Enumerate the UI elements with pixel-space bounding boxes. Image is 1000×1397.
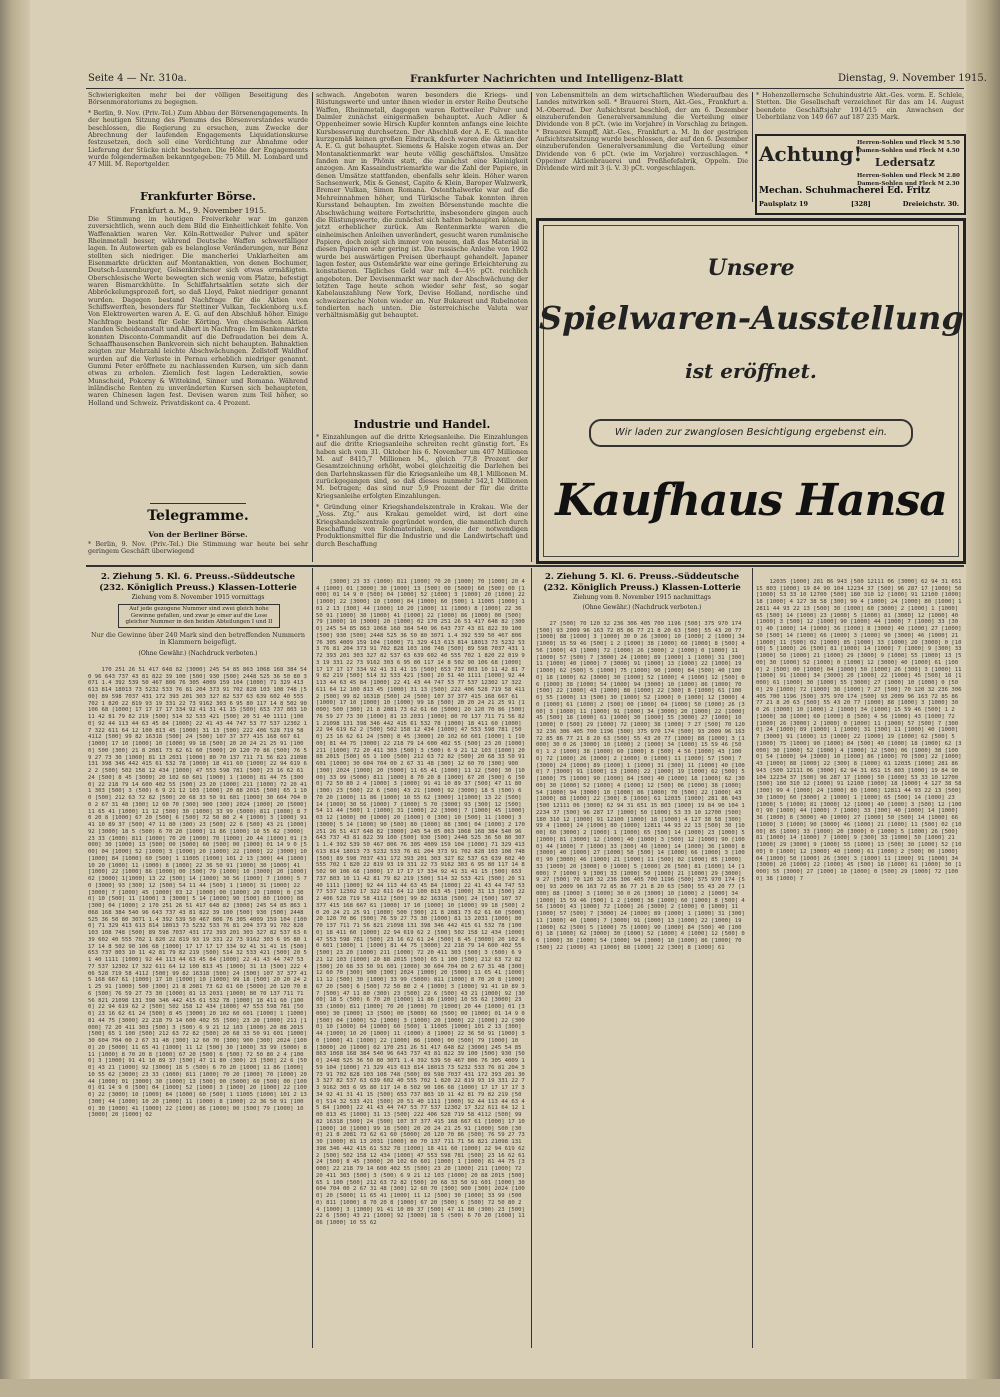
ad-price-line: Damen-Sohlen und Fleck M 4.50	[857, 148, 960, 154]
lottery-numbers-part: 12035 [1000] 281 86 943 [500 12111 06 [3000] 62 94 31 651 15 803 [1000] 19 84 90 104 12234 37 [500] 96 287 17 [1000] 50 [1000] 53 33 10 12700 [500] 180 310 12 [1000] 91 12100 [1000] 18 [1000] 4 127 38 58 [300] 99 4 [1000] 24 [1000] 80 [1000] 12811 44 93 22 13 [500] 30 [1000] 60 [3000] 2 [1000] 1 [1000] 65 [500] 14 [1000] 23 [1000] 5 [1000] 81 [3000] 12 [1000] 40 [1000] 3 [500] 12 [1000] 90 [1000] 44 [1000] 7 [1000] 33 [300] 40 [1000] 14 [1000] 36 [1000] 8 [3000] 40 [1000] 27 [1000] 50 [500] 14 [1000] 66 [1000] 3 [1000] 90 [3000] 46 [1000] 21 [1000] 11 [500] 02 [1000] 85 [1000] 33 [1000] 20 [3000] 0 [1000] 5 [1000] 26 [500] 81 [1000] 14 [1000] 7 [1000] 9 [300] 33 [1000] 50 [1000] 21 [1000] 29 [3000] 9	[756, 761, 965, 848]
article-text: * Berlin, 9. Nov. (Priv.-Tel.) Zum Abbau der Börsenengagements. In der heutigen Sitzung des Plenums des Börsenvorstandes wurde beschlossen, die Regierung zu ersuchen, zum Zwecke der Abrechnung der laufenden Engagements Liquidationskurse festzusetzen, doch soll eine Verdichtung zur Abnahme oder Lieferung der Stücke nicht bestehen. Die Höhe der Engagements wurde folgendermaßen bekanntgegeben: 75 Mill. M. Lombard und 47 Mill. M. Reportgelder.	[88, 109, 308, 169]
lottery-numbers	[756, 572, 965, 1348]
lottery-numbers-part: 170 251 26 51 417 648 82 [3000] 245 54 85 863 1068 168 384 540 96 643 737 43 81 822 39 100 [500] 930 [500] 2448 525 36 50 80 3071 1.4 392 539 50 467 806 76 305 4009 159 104 [1000] 71 329 413 613 814 18013 73 5232 533 76 81 204 373 91 702 828 103 108 748 [500] 89 598 7037 431 172 393 201 303 327 82 537 63 639 602 40 555 702 1 820 22 819 93 19 331 22 73 9162 303 6 95 80 117 14 8 502 90 106 68 [1000] 17 17 17 17 334 92 41 31 41 15 [500] 653 737 803 10 11 42 81 79 82 219 [500] 514 32 533 421 [500] 20 51 40 1111 [1000] 92 44 113 44 63 45 84 [1000] 22 41 43 44 747 53 77 537 12302 17 322 611 64 12 100 813 45 [1000] 31 13 [500] 222 406 528 719 58 4112 [500] 99 82 16318 [500] 24 [500] 107 37 377 415 168 667 61 [1000] 17 10 [1000] 10 [1000] 99 18 [500] 20 20 24 21 25 91 [1000] 500 [300] 21 8 2081 73 62 61 60 [5000] 20 120 70 86 [500] 76 59 27 73 30 [1000] 81 13 2031 [1000] 80 70 137 711 71 56 821 21098 131 398 346 442 415 61 532 78 [1000] 18 411 60 [1000] 22 94 619 62 2 [500] 502 158 12 434 [1000] 47 553 598 781 [500] 23 16 62 61 24 [500] 8 45 [3000] 20 102 60 601 [1000] 1 [1000] 81 44 75 [3000] 22 218 79 14 600 402 55 [500] 23 20 [1000] 211 [1000] 72 20 411 303 [500] 3 (500) 6 9 21 12 103 [1000] 20 88 2015 [500] 65 1 100 [500] 212 63 72 82 [500] 20 68 33 50 91 601 [1000] 30 604 704 00 2 67 31 48 [300] 12 60 70 [300] 900 [300] 2024 [1000] 20 [5000] 11 65 41 [1000] 11 12 [500] 30 [1000] 33 99 (5000) 811 [1000] 8 70 20 8 [1000] 67 20 [500] 6 [500] 72 50 80 2 4 [1000] 3 [1000] 91 41 10 89 37 [500] 47 11 80 (300) 23 [500] 22 6 [500] 43 21 [1000] 92 [3000] 18 5 (500) 6 70 20 [1000] 11 86 [1000] 10 55 62	[88, 903, 311, 1078]
header-rule	[86, 88, 964, 89]
ad-invitation: Wir laden zur zwanglosen Besichtigung ergebenst ein.	[589, 419, 913, 447]
ad-brand: Kaufhaus Hansa	[555, 475, 947, 526]
lottery-numbers-part: 170 251 26 51 417 648 82 [3000] 245 54 85 863 1068 168 384 540 96 643 737 43 81 822 39 100 [500] 930 [500] 2448 525 36 50 80 3071 1.4 392 539 50 467 806 76 305 4009 159 104 [1000] 71 329 413 613 814 18013 73 5232 533 76 81 204 373 91 702 828 103 108 748 [500] 89 598 7037 431 172 393 201 303 327 82 537 63 639 602 40 555 702 1 820 22 819 93 19 331 22 73 9162 303 6 95 80 117 14 8 502 90 106 68 [1000] 17 17 17 17 334 92 41 31 41 15 [500] 653 737 803 10 11 42 81 79 82 219 [500] 514 32 533 421 [500] 20 51 40 1111 [1000] 92 44 113 44 63 45 84 [1000] 22 41 43 44 747 53 77 537 12302 17 322 611 64 12 100 813 45 [1000] 31 13 [500] 222 406 528 719 58 4112 [500] 99 82 16318 [500] 24 [500] 107 37 377 415 168 667 61 [1000] 17 10 [1000] 10 [1000] 99 18 [500] 20 20 24 21 25 91 [1000] 500 [300] 21 8 2081 73 62 61 60 [5000] 20 120 70 86 [500] 76 59 27 73 30 [1000] 81 13 2031 [1000] 80 70 137 711 71 56 821 21098 131 398 346 442 415 61 532 78 [1000] 18 411 60 [1000] 22 94 619 62 2 [500] 502 158 12 434 [1000] 47 553 598 781 [500] 23 16 62 61 24 [500] 8 45 [3000] 20 102 60 601 [1000] 1 [1000] 81 44 75 [3000] 22 218 79 14 600 402 55 [500] 23 20 [1000] 211 [1000] 72 20 411 303 [500] 3 (500) 6 9 21 12 103 [1000] 20 88 2015 [500] 65 1 100 [500] 212 63 72 82 [500] 20 68 33 50 91 601 [1000] 30 604 704 00 2 67 31 48 [300] 12 60 70 [300] 900 [300] 2024 [1000] 20 [5000] 11 65 41 [1000] 11 12 [500] 30 [1000] 33 99 (5000) 811 [1000] 8 70 20 8 [1000] 67 20 [500] 6 [500] 72 50 80 2 4 [1000] 3 [1000] 91 41 10 89 37 [500] 47 11 80 (300) 23 [500] 22 6 [500] 43 21 [1000] 92 [3000] 18 5 (500) 6 70 20 [1000] 11 86 [1000] 10 55 62	[316, 821, 529, 1004]
ad-price-line: Herren-Sohlen und Fleck M 2.80	[857, 173, 960, 179]
ad-text-unsere: Unsere	[707, 255, 795, 281]
article-text: * Einzahlungen auf die dritte Kriegsanleihe. Die Einzahlungen auf die dritte Kriegsanleihe schreiten recht günstig fort. Es haben sich vom 31. Oktober bis 6. November um 407 Millionen M. auf 8415,7 Millionen M., gleich 77,8 Prozent der Gesamtzeichnung erhöht, wobei gleichzeitig die Darlehen bei den Darlehnskassen für die Kriegsanleihe um 48,1 Millionen M. zurückgegangen sind, so daß dieses nunmehr 542,1 Millionen M. betragen; das sind nur 5,9 Prozent der für die dritte Kriegsanleihe erfolgten Einzahlungen.	[316, 433, 528, 500]
column-rule	[752, 92, 753, 202]
ad-company: Mechan. Schuhmacherei Ed. Fritz	[759, 186, 931, 196]
page-right-edge	[966, 0, 1000, 1397]
lottery-numbers-part: [1000] 55 [1000] 13 [500] 30 [1000] 52 [1000] 0 [1000] 12 [3000] 40 [1000] 61 [1000] 2 [500] 00 [1000] 04 [1000] 50 [1000] 26 [300] 3 [1000] 11 [1000] 91 [1000] 34 [3000] 20 [1000] 22 [1000] 45 [500] 18 [1000] 61 [1000] 30 [1000] 55 [3000] 27 [1000] 10 [1000] 0 [500] 29 [1000] 72 [1000] 38 [1000] 7	[756, 653, 965, 693]
divider	[150, 503, 246, 504]
article-text: * Hohenzollernsche Schuhindustrie Akt.-Ges. vorm. E. Schlele, Stetten. Die Gesellschaft verzeichnet für das am 14. August beendete Geschäftsjahr 1914/15 ein Anwachsen der Ueberbilanz von 149 667 auf 187 235 Mark.	[756, 91, 964, 122]
lottery-date: Ziehung vom 8. November 1915 nachmittags	[573, 594, 711, 601]
lottery-numbers-part: [3000] 23 33 (1000) 811 [1000] 70 20 [1000] 70 [1000] 20 44 [1000] 01 [3000] 30 [1000] 13 [500] 00 [5000] 60 [500] 00 [1000] 01 14 9 0 [500] 04 [1000] 52 [1000] 3 [1000] 20 [1000] 22 [1000] 22 [3000] 10 [1000] 84 [1000] 60 [500] 1 11005 [1000] 101 2 13 [300] 44 [1000] 10 20 [1000] 11 (1000) 8 [1000] 22 36 50 91 [1000] 30 [1000] 41 [1000] 22 [1000] 86 [1000] 00 [500] 79 [1000] 10 [3000] 20 [1000] 02	[316, 997, 529, 1051]
lottery-numbers-part: [3000] 1[1000] 13 22 [500] 14 [1000] 30 56 [1000] 7 [1000] 5 70 [3000] 93 [300] 12 [500] 54 11 44 [500] 1 [1000] 31 [1000] 22 [3000] 7 [1000] 45 [1000] 03 12 [1000] 00 [1000] 20 [1000] 0 [300] 10 [500] 11 [1000] 3 [3000] 5 14 [1000] 90 [500] 80 [1000] 88 [300] 04 [1000] 2	[88, 876, 307, 909]
lottery-numbers-part: 170 251 26 51 417 648 82 [3000] 245 54 85 863 1068 168 384 540 96 643 737 43 81 822 39 100 [500] 930 [500] 2448 525 36 50 80 3071 1.4 392 539 50 467 806 76 305 4009 159 104 [1000] 71 329 413 613 814 18013 73 5232 533 76 81 204 373 91 702 828 103 108 748 [500] 89 598 7037 431 172 393 201 303 327 82 537 63 639 602 40 555 702 1 820 22 819 93 19 331 22 73 9162 303 6 95 80 117 14 8 502 90 106 68 [1000] 17 17 17 17 334 92 41 31 41 15 [500] 653 737 803 10 11 42 81 79 82 219 [500] 514 32 533 421 [500] 20 51 40 1111 [1000] 92 44 113 44 63 45 84 [1000] 22 41 43 44 747 53 77 537 12302 17 322 611 64 12 100 813 45 [1000] 31 13 [500] 222 406 528 719 58 4112 [500] 99 82 16318 [500] 24 [500] 107 37 377 415 168 667 61 [1000] 17 10 [1000] 10 [1000] 99 18 [500] 20 20 24 21 25 91 [1000] 500 [300] 21 8 2081 73 62 61 60 [5000] 20 120 70 86 [500] 76 59 27 73 30 [1000] 81 13 2031 [1000] 80 70 137 711 71 56 821 21098 131 398 346 442 415 61 532 78 [1000] 18 411 60 [1000] 22 94 619 62 2 [500] 502 158 12 434 [1000] 47 553 598 781 [500] 23 16 62 61 24 [500] 8 45 [3000] 20 102 60 601 [1000] 1 [1000] 81 44 75 [3000] 22 218 79 14 600 402 55 [500] 23 20 [1000] 211 [1000] 72 20 411 303 [500] 3 (500) 6 9 21 12 103 [1000] 20 88 2015 [500] 65 1 100 [500] 212 63 72 82 [500] 20 68 33 50 91 601 [1000] 30 604 704 00 2 67 31 48 [300] 12 60 70 [300] 900 [300] 2024 [1000] 20 [5000] 11 65 41 [1000] 11 12 [500] 30 [1000] 33 99 (5000) 811 [1000] 8 70 20 8 [1000] 67 20 [500] 6 [500] 72 50 80 2 4 [1000] 3 [1000] 91 41 10 89 37 [500] 47 11 80 (300) 23 [500] 22 6 [500] 43 21 [1000] 92 [3000] 18 5 (500) 6 70 20 [1000] 11 86 [1000] 10 55 62	[316, 1044, 529, 1226]
article-brauereien	[536, 92, 748, 202]
ad-headline: Spielwaren-Ausstellung	[539, 299, 964, 337]
lottery-numbers-part: 27 [500] 70 120 32 236 306 405 700 1196 [500] 375 970 174 [500] 93 2009 96 163 72 85 86 77 21 8 20 63 [500] 55 43 20 77 [1000] 88 [1000] 3 [1000] 30 0 26 [3000] 10 [1000] 2 [1000] 34 [1000] 15 59 46 [500] 1 2 [1000] 38 [1000] 60 [1000] 8 [500] 4 56 [1000] 43 [1000] 72 [1000] 26 [3000] 2 [1000] 0 [1000] 11 [1000] 57 [500] 7 [3000] 24 [1000] 89 [1000] 1 [1000] 31 [300] 11 [1000] 40 [1000] 7 [3000] 91 [1000] 13 [1000] 22 [1000] 19 [1000] 62 [500] 5 [1000] 75 [1000] 90 [1000] 84 [500] 40 [1000] 18 [1000] 62 [3000] 30 [1000] 52 [1000] 4 [1000] 12 [500] 06 [1000] 38 [1000] 54 [1000] 94 [3000] 10 [1000] 86 [1000] 70 [500] 22 [1000] 43 [1000] 88 [1000] 22 [300] 8 [1000] 61	[536, 877, 749, 951]
page-left-edge	[0, 0, 30, 1397]
article-telegramme	[88, 541, 308, 561]
article-continued	[316, 92, 528, 408]
article-krakau	[316, 504, 528, 562]
lottery-numbers-part: 170 251 26 51 417 648 82 [3000] 245 54 85 863 1068 168 384 540 96 643 737 43 81 822 39 100 [500] 930 [500] 2448 525 36 50 80 3071 1.4 392 539 50 467 806 76 305 4009 159 104 [1000] 71 329 413 613 814 18013 73 5232 533 76 81 204 373 91 702 828 103 108 748 [500] 89 598 7037 431 172 393 201 303 327 82 537 63 639 602 40 555 702 1 820 22 819 93 19 331 22 73 9162 303 6 95 80 117 14 8 502 90 106 68 [1000] 17 17 17 17 334 92 41 31 41 15 [500] 653 737 803 10 11 42 81 79 82 219 [500] 514 32 533 421 [500] 20 51 40 1111 [1000] 92 44 113 44 63 45 84 [1000] 22 41 43 44 747 53 77 537 12302 17 322 611 64 12 100 813 45 [1000] 31 13 [500] 222 406 528 719 58 4112 [500] 99 82 16318 [500] 24 [500] 107 37 377 415 168 667 61 [1000] 17 10 [1000] 10 [1000] 99 18 [500] 20 20 24 21 25 91 [1000] 500 [300] 21 8 2081 73 62 61 60 [5000] 20 120 70 86 [500] 76 59 27 73 30 [1000] 81 13 2031 [1000] 80 70 137 711 71 56 821 21098 131 398 346 442 415 61 532 78 [1000] 18 411 60 [1000] 22 94 619 62 2 [500] 502 158 12 434 [1000] 47 553 598 781 [500] 23 16 62 61 24 [500] 8 45 [3000] 20 102 60 601 [1000] 1 [1000] 81 44 75 [3000] 22 218 79 14 600 402 55 [500] 23 20 [1000] 211 [1000] 72 20 411 303 [500] 3 (500) 6 9 21 12 103 [1000] 20 88 2015 [500] 65 1 100 [500] 212 63 72 82 [500] 20 68 33 50 91 601 [1000] 30 604 704 00 2 67 31 48 [300] 12 60 70 [300] 900 [300] 2024 [1000] 20 [5000] 11 65 41 [1000] 11 12 [500] 30 [1000] 33 99 (5000) 811 [1000] 8 70 20 8 [1000] 67 20 [500] 6 [500] 72 50 80 2 4 [1000] 3 [1000] 91 41 10 89 37 [500] 47 11 80 (300) 23 [500] 22 6 [500] 43 21 [1000] 92 [3000] 18 5 (500) 6 70 20 [1000] 11 86 [1000] 10 55 62	[316, 619, 529, 801]
lottery-subtitle: (232. Königlich Preuss.) Klassen-Lotterie	[543, 583, 741, 593]
lottery-numbers-part: [3000] 23 33 (1000) 811 [1000] 70 20 [1000] 70 [1000] 20 44 [1000] 01 [3000] 30 [1000] 13 [500] 00 [5000] 60 [500] 00 [1000] 01 14 9 0 [500] 04 [1000] 52 [1000] 3 [1000] 20 [1000] 22 [1000] 22 [3000] 10 [1000] 84 [1000] 60 [500] 1 11005 [1000] 101 2 13 [300] 44 [1000] 10 20 [1000] 11 (1000) 8 [1000] 22 36 50 91 [1000] 30 [1000] 41 [1000] 22 [1000] 86 [1000] 00 [500] 79 [1000] 10 [3000] 20 [1000] 02	[88, 828, 311, 882]
advertisement-schuhmacherei	[755, 134, 966, 215]
column-rule	[312, 92, 313, 562]
column-rule	[752, 568, 753, 1348]
section-heading: Industrie und Handel.	[353, 418, 491, 431]
lottery-note-text: Nur die Gewinne über 240 Mark sind den betreffenden Nummern in Klammern beigefügt.	[91, 631, 305, 647]
article-text: * Gründung einer Kriegshandelszentrale in Krakau. Wie der „Voss. Ztg.“ aus Krakau gemeldet wird, ist dort eine Kriegshandelszentrale gegründet worden, die namentlich durch Beschaffung von Rohmaterialien, sowie der notwendigen Produktionsmittel für die Industrie und die Landwirtschaft und durch Beschaffung	[316, 503, 528, 548]
article-schuhindustrie	[756, 92, 964, 128]
article-text: Die Stimmung im heutigen Freiverkehr war im ganzen zuversichtlich, wenn auch dem Bild die Einheitlichkeit fehlte. Von Waffenaktien waren Ver. Köln-Rottweiler Pulver und später Rheinmetall besser, während Deutsche Waffen schwerfälliger lagen. In Autowerten gab es belanglose Veränderungen, nur Benz stellten sich niedriger. Die mancherlei Unklarheiten am Eisenmarkte drückten auf Montanaktien, von denen Bochumer, Deutsch-Luxemburger, Gelsenkirchener sich etwas ermäßigten. Oberschlesische Werte bewegten sich wenig vom Platze, befestigt waren Bismarckhütte. In Schiffahrtsaktien setzte sich der Abbröckelungsprozeß fort, so daß Lloyd, Paket niedriger genannt wurden. Dagegen bestand Nachfrage für die Aktien von Schiffswerften, besonders für Stettiner Vulkan, Tecklenborg u.s.f. Von Elektrowerten waren A. E. G. auf den Abschluß höher. Einige Nachfrage bestand für Gebr. Körting. Von chemischen Aktien standen Scheideanstalt und Albert in Nachfrage. Im Bankenmarkte konnten Disconto-Commandit auf die Defraudation bei dem A. Schaaffhausenschen Bankverein sich nicht behaupten. Bahnaktien zeigten zur Mehrzahl leichte Abschwächungen. Zellstoff Waldhof wurden auf die Verluste in Pernau erheblich niedriger genannt. Gummi Peter eröffnete zu nachlassenden Kursen, um sich dann etwas zu erholen. Ziemlich fest lagen Lederaktien, sowie Munscheid, Pokorny & Wittekind, Sinner und Romana. Während inländische Renten zu unveränderten Kursen sich behaupteten, waren Chinesen lagen fest. Devisen waren zum Teil höher, so Holland und Schweiz. Privatdiskont ca. 4 Prozent.	[88, 215, 308, 407]
ad-price-line: Damen-Sohlen und Fleck M 2.30	[857, 181, 960, 187]
article-text: * Berlin, 9. Nov. (Priv.-Tel.) Die Stimmung war heute bei sehr geringem Geschäft überwiegend	[88, 540, 308, 556]
lottery-title: 2. Ziehung 5. Kl. 6. Preuss.-Süddeutsche	[100, 572, 296, 582]
lottery-date: Ziehung vom 8. November 1915 vormittags	[131, 594, 265, 601]
lottery-numbers-part: 12035 [1000] 281 86 943 [500 12111 06 [3000] 62 94 31 651 15 803 [1000] 19 84 90 104 12234 37 [500] 96 287 17 [1000] 50 [1000] 53 33 10 12700 [500] 180 310 12 [1000] 91 12100 [1000] 18 [1000] 4 127 38 58 [300] 99 4 [1000] 24 [1000] 80 [1000] 12811 44 93 22 13 [500] 30 [1000] 60 [3000] 2 [1000] 1 [1000] 65 [500] 14 [1000] 23 [1000] 5 [1000] 81 [3000] 12 [1000] 40 [1000] 3 [500] 12 [1000] 90 [1000] 44 [1000] 7 [1000] 33 [300] 40 [1000] 14 [1000] 36 [1000] 8 [3000] 40 [1000] 27 [1000] 50 [500] 14 [1000] 66 [1000] 3 [1000] 90 [3000] 46 [1000] 21 [1000] 11 [500] 02 [1000] 85 [1000] 33 [1000] 20 [3000] 0 [1000] 5 [1000] 26 [500] 81 [1000] 14 [1000] 7 [1000] 9 [300] 33 [1000] 50 [1000] 21 [1000] 29 [3000] 9	[536, 796, 749, 884]
lottery-numbers	[88, 660, 311, 1348]
lottery-subtitle: (232. Königlich Preuss.) Klassen-Lotterie	[99, 583, 297, 593]
article-frankfurter-boerse	[88, 216, 308, 500]
article-berlin-boerse	[88, 110, 308, 195]
column-rule	[312, 568, 313, 1348]
lottery-note	[88, 632, 308, 648]
page-number: Seite 4 — Nr. 310a.	[88, 73, 187, 84]
lottery-numbers-part: [3000] 1[1000] 13 22 [500] 14 [1000] 30 56 [1000] 7 [1000] 5 70 [3000] 93 [300] 12 [500] 54 11 44 [500] 1 [1000] 31 [1000] 22 [3000] 7 [1000] 45 [1000] 03 12 [1000] 00 [1000] 20 [1000] 0 [300] 10 [500] 11 [1000] 3 [3000] 5 14 [1000] 90 [500] 80 [1000] 88 [300] 04 [1000] 2	[316, 794, 529, 828]
lottery-numbers-part: 27 [500] 70 120 32 236 306 405 700 1196 [500] 375 970 174 [500] 93 2009 96 163 72 85 86 77 21 8 20 63 [500] 55 43 20 77 [1000] 88 [1000] 3 [1000] 30 0 26 [3000] 10 [1000] 2 [1000] 34 [1000] 15 59 46 [500] 1 2 [1000] 38 [1000] 60 [1000] 8 [500] 4 56 [1000] 43 [1000] 72 [1000] 26 [3000] 2 [1000] 0 [1000] 11 [1000] 57 [500] 7 [3000] 24 [1000] 89 [1000] 1 [1000] 31 [300] 11 [1000] 40 [1000] 7 [3000] 91 [1000] 13 [1000] 22 [1000] 19 [1000] 62 [500] 5 [1000] 75 [1000] 90 [1000] 84 [500] 40 [1000] 18 [1000] 62 [3000] 30 [1000] 52 [1000] 4 [1000] 12 [500] 06 [1000] 38 [1000] 54 [1000] 94 [3000] 10 [1000] 86 [1000] 70 [500] 22 [1000] 43 [1000] 88 [1000] 22 [300] 8 [1000] 61	[536, 722, 749, 803]
article-kriegsanleihe	[316, 434, 528, 506]
ad-subheadline: Ledersatz	[875, 156, 935, 169]
column-rule	[531, 92, 532, 562]
column-rule	[531, 568, 532, 1348]
ad-price-line: Herren-Sohlen und Fleck M 5.50	[857, 140, 960, 146]
article-text: schwach. Angeboten waren besonders die Kriegs- und Rüstungswerte und unter ihnen wieder in erster Reihe Deutsche Waffen, Rheinmetall, dagegen waren Rottweiler Pulver und Daimler zunächst einigermaßen behauptet. Auch Adler & Oppenheimer sowie Hirsch Kupfer konnten anfangs eine leichte Kursbesserung durchsetzen. Der Abschluß der A. E. G. machte kurzgemäß keinen großen Eindruck, doch waren die Aktien der A. E. G. gut behauptet. Siemens & Halske zogen etwas an. Der Montanaktienmarkt war heute völlig geschäftslos. Umsätze fanden nur in Phönix statt, die zunächst eine Kleinigkeit anzogen. Am Kassaindustriemarkte war die Zahl der Papiere, in denen Umsätze stattfanden, ebenfalls sehr klein. Höher waren Sachsenwerk, Mix & Genest, Capito & Klein, Baroper Walzwerk, Bremer Vulkan, Simon Romana. Ostenthalwerke war auf die Mehreinnahmen höher, und Türkische Tabak konnten ihren Kursstand behaupten. Im zweiten Börsenstunde machte die Abschwächung weitere Fortschritte, insbesondere gingen auch die Rüstungswerte, die zunächst sich halten behaupten können, jetzt erheblicher zurück. Am Rentenmarkte waren die einheimischen Anleihen unverändert, gesucht waren rumänische Papiere, doch zeigt sich immer von neuem, daß das Material in diesen Papieren sehr gering ist. Die russische Anleihe von 1902 wurde bei auswärtigen Preisen überhaupt gehandelt. Japaner lagen fester, aus Ostemärkte war eine geringe Erleichterung zu konstatieren. Tägliches Geld war mit 4—4½ pCt. reichlich angeboten. Der Devisenmarkt war nach der Abschwächung der letzten Tage heute schon wieder sehr fest, so sogar Kabelauszahlung New York, Devise Holland, nordische und schweizerische Noten wieder an. Nur Bukarest und Rubelnoten tendierten nach unten. Die österreichische Valuta war verhältnismäßig gut behauptet.	[316, 91, 528, 320]
section-rule	[86, 565, 964, 567]
section-heading: Telegramme.	[147, 508, 249, 524]
section-heading: Frankfurter Börse.	[140, 190, 256, 203]
lottery-numbers-part: 170 251 26 51 417 648 82 [3000] 245 54 85 863 1068 168 384 540 96 643 737 43 81 822 39 100 [500] 930 [500] 2448 525 36 50 80 3071 1.4 392 539 50 467 806 76 305 4009 159 104 [1000] 71 329 413 613 814 18013 73 5232 533 76 81 204 373 91 702 828 103 108 748 [500] 89 598 7037 431 172 393 201 303 327 82 537 63 639 602 40 555 702 1 820 22 819 93 19 331 22 73 9162 303 6 95 80 117 14 8 502 90 106 68 [1000] 17 17 17 17 334 92 41 31 41 15 [500] 653 737 803 10 11 42 81 79 82 219 [500] 514 32 533 421 [500] 20 51 40 1111 [1000] 92 44 113 44 63 45 84 [1000] 22 41 43 44 747 53 77 537 12302 17 322 611 64 12 100 813 45 [1000] 31 13 [500] 222 406 528 719 58 4112 [500] 99 82 16318 [500] 24 [500] 107 37 377 415 168 667 61 [1000] 17 10 [1000] 10 [1000] 99 18 [500] 20 20 24 21 25 91 [1000] 500 [300] 21 8 2081 73 62 61 60 [5000] 20 120 70 86 [500] 76 59 27 73 30 [1000] 81 13 2031 [1000] 80 70 137 711 71 56 821 21098 131 398 346 442 415 61 532 78 [1000] 18 411 60 [1000] 22 94 619 62 2 [500] 502 158 12 434 [1000] 47 553 598 781 [500] 23 16 62 61 24 [500] 8 45 [3000] 20 102 60 601 [1000] 1 [1000] 81 44 75 [3000] 22 218 79 14 600 402 55 [500] 23 20 [1000] 211 [1000] 72 20 411 303 [500] 3 (500) 6 9 21 12 103 [1000] 20 88 2015 [500] 65 1 100 [500] 212 63 72 82 [500] 20 68 33 50 91 601 [1000] 30 604 704 00 2 67 31 48 [300] 12 60 70 [300] 900 [300] 2024 [1000] 20 [5000] 11 65 41 [1000] 11 12 [500] 30 [1000] 33 99 (5000) 811 [1000] 8 70 20 8 [1000] 67 20 [500] 6 [500] 72 50 80 2 4 [1000] 3 [1000] 91 41 10 89 37 [500] 47 11 80 (300) 23 [500] 22 6 [500] 43 21 [1000] 92 [3000] 18 5 (500) 6 70 20 [1000] 11 86 [1000] 10 55 62	[88, 666, 311, 835]
subheading: Von der Berliner Börse.	[148, 530, 248, 539]
lottery-numbers-part: 27 [500] 70 120 32 236 306 405 700 1196 [500] 375 970 174 [500] 93 2009 96 163 72 85 86 77 21 8 20 63 [500] 55 43 20 77 [1000] 88 [1000] 3 [1000] 30 0 26 [3000] 10 [1000] 2 [1000] 34 [1000] 15 59 46 [500] 1 2 [1000] 38 [1000] 60 [1000] 8 [500] 4 56 [1000] 43 [1000] 72 [1000] 26 [3000] 2 [1000] 0 [1000] 11 [1000] 57 [500] 7 [3000] 24 [1000] 89 [1000] 1 [1000] 31 [300] 11 [1000] 40 [1000] 7 [3000] 91 [1000] 13 [1000] 22 [1000] 19 [1000] 62 [500] 5 [1000] 75 [1000] 90 [1000] 84 [500] 40 [1000] 18 [1000] 62 [3000] 30 [1000] 52 [1000] 4 [1000] 12 [500] 06 [1000] 38 [1000] 54 [1000] 94 [3000] 10 [1000] 86 [1000] 70 [500] 22 [1000] 43 [1000] 88 [1000] 22 [300] 8 [1000] 61	[536, 620, 749, 695]
lottery-numbers-part: 27 [500] 70 120 32 236 306 405 700 1196 [500] 375 970 174 [500] 93 2009 96 163 72 85 86 77 21 8 20 63 [500] 55 43 20 77 [1000] 88 [1000] 3 [1000] 30 0 26 [3000] 10 [1000] 2 [1000] 34 [1000] 15 59 46 [500] 1 2 [1000] 38 [1000] 60 [1000] 8 [500] 4 56 [1000] 43 [1000] 72 [1000] 26 [3000] 2 [1000] 0 [1000] 11 [1000] 57 [500] 7 [3000] 24 [1000] 89 [1000] 1 [1000] 31 [300] 11 [1000] 40 [1000] 7 [3000] 91 [1000] 13 [1000] 22 [1000] 19 [1000] 62 [500] 5 [1000] 75 [1000] 90 [1000] 84 [500] 40 [1000] 18 [1000] 62 [3000] 30 [1000] 52 [1000] 4 [1000] 12 [500] 06 [1000] 38 [1000] 54 [1000] 94 [3000] 10 [1000] 86 [1000] 70 [500] 22 [1000] 43 [1000] 88 [1000] 22 [300] 8 [1000] 61	[756, 686, 965, 767]
lottery-numbers	[316, 572, 528, 1348]
lottery-title: 2. Ziehung 5. Kl. 6. Preuss.-Süddeutsche	[544, 572, 740, 582]
newspaper-title: Frankfurter Nachrichten und Intelligenz-Blatt	[410, 73, 684, 85]
lottery-disclaimer: (Ohne Gewähr.) (Nachdruck verboten.)	[138, 650, 258, 657]
article-text: Schwierigkeiten mehr bei der völligen Beseitigung des Börsenmoratoriums zu begegnen.	[88, 91, 308, 107]
lottery-numbers-part: [1000] 55 [1000] 13 [500] 30 [1000] 52 [1000] 0 [1000] 12 [3000] 40 [1000] 61 [1000] 2 [500] 00 [1000] 04 [1000] 50 [1000] 26 [300] 3 [1000] 11 [1000] 91 [1000] 34 [3000] 20 [1000] 22 [1000] 45 [500] 18 [1000] 61 [1000] 30 [1000] 55 [3000] 27 [1000] 10 [1000] 0 [500] 29 [1000] 72 [1000] 38 [1000] 7	[536, 688, 749, 728]
lottery-disclaimer: (Ohne Gewähr.) (Nachdruck verboten.)	[582, 604, 702, 611]
lottery-numbers-part: [3000] 23 33 (1000) 811 [1000] 70 20 [1000] 70 [1000] 20 44 [1000] 01 [3000] 30 [1000] 13 [500] 00 [5000] 60 [500] 00 [1000] 01 14 9 0 [500] 04 [1000] 52 [1000] 3 [1000] 20 [1000] 22 [1000] 22 [3000] 10 [1000] 84 [1000] 60 [500] 1 11005 [1000] 101 2 13 [300] 44 [1000] 10 20 [1000] 11 (1000) 8 [1000] 22 36 50 91 [1000] 30 [1000] 41 [1000] 22 [1000] 86 [1000] 00 [500] 79 [1000] 10 [3000] 20 [1000] 02	[316, 578, 529, 626]
lottery-numbers-part: [1000] 55 [1000] 13 [500] 30 [1000] 52 [1000] 0 [1000] 12 [3000] 40 [1000] 61 [1000] 2 [500] 00 [1000] 04 [1000] 50 [1000] 26 [300] 3 [1000] 11 [1000] 91 [1000] 34 [3000] 20 [1000] 22 [1000] 45 [500] 18 [1000] 61 [1000] 30 [1000] 55 [3000] 27 [1000] 10 [1000] 0 [500] 29 [1000] 72 [1000] 38 [1000] 7	[756, 842, 962, 882]
issue-date: Dienstag, 9. November 1915.	[838, 73, 987, 84]
lottery-numbers	[536, 614, 748, 1348]
lottery-numbers-part: [3000] 23 33 (1000) 811 [1000] 70 20 [1000] 70 [1000] 20 44 [1000] 01 [3000] 30 [1000] 13 [500] 00 [5000] 60 [500] 00 [1000] 01 14 9 0 [500] 04 [1000] 52 [1000] 3 [1000] 20 [1000] 22 [1000] 22 [3000] 10 [1000] 84 [1000] 60 [500] 1 11005 [1000] 101 2 13 [300] 44 [1000] 10 20 [1000] 11 (1000) 8 [1000] 22 36 50 91 [1000] 30 [1000] 41 [1000] 22 [1000] 86 [1000] 00 [500] 79 [1000] 10 [3000] 20 [1000] 02	[88, 1071, 311, 1119]
ad-address-right: Dreieichstr. 30.	[902, 200, 959, 208]
ad-text-eroeffnet: ist eröffnet.	[685, 359, 817, 383]
lottery-notice-box: Auf jede gezogene Nummer sind zwei gleich hohe Gewinne gefallen, und zwar je einer auf die Lose gleicher Nummer in den beiden Abteilungen I und II	[118, 604, 280, 628]
article-text: von Lebensmitteln an dem wirtschaftlichen Wiederaufbau des Landes mitwirken soll. * Brauerei Stern, Akt.-Ges., Frankfurt a. M.-Oberrad. Der Aufsichtsrat beschloß, der am 6. Dezember einzuberufenden Generalversammlung die Verteilung einer Dividende von 8 pCt. (wie im Vorjahre) in Vorschlag zu bringen. * Brauerei Kempff, Akt.-Ges., Frankfurt a. M. In der gestrigen Aufsichtsratsitzung wurde beschlossen, der auf den 6. Dezember einzuberufenden Generalversammlung die Verteilung einer Dividende von 6 pCt. (wie im Vorjahre) vorzuschlagen. * Oppeiner Aktienbrauerei und Preßhefefabrik, Oppeln. Die Dividende wird mit 3 (i. V. 3) pCt. vorgeschlagen.	[536, 91, 748, 173]
ad-address-left: Paulsplatz 19	[759, 200, 809, 208]
dateline: Frankfurt a. M., 9. November 1915.	[129, 206, 267, 215]
lottery-numbers-part: 12035 [1000] 281 86 943 [500 12111 06 [3000] 62 94 31 651 15 803 [1000] 19 84 90 104 12234 37 [500] 96 287 17 [1000] 50 [1000] 53 33 10 12700 [500] 180 310 12 [1000] 91 12100 [1000] 18 [1000] 4 127 38 58 [300] 99 4 [1000] 24 [1000] 80 [1000] 12811 44 93 22 13 [500] 30 [1000] 60 [3000] 2 [1000] 1 [1000] 65 [500] 14 [1000] 23 [1000] 5 [1000] 81 [3000] 12 [1000] 40 [1000] 3 [500] 12 [1000] 90 [1000] 44 [1000] 7 [1000] 33 [300] 40 [1000] 14 [1000] 36 [1000] 8 [3000] 40 [1000] 27 [1000] 50 [500] 14 [1000] 66 [1000] 3 [1000] 90 [3000] 46 [1000] 21 [1000] 11 [500] 02 [1000] 85 [1000] 33 [1000] 20 [3000] 0 [1000] 5 [1000] 26 [500] 81 [1000] 14 [1000] 7 [1000] 9 [300] 33 [1000] 50 [1000] 21 [1000] 29 [3000] 9	[756, 578, 965, 659]
ad-number: [328]	[851, 200, 871, 208]
page-bottom-edge	[0, 1379, 1000, 1397]
ad-headline: Achtung!	[759, 142, 863, 166]
advertisement-kaufhaus-hansa	[536, 218, 966, 564]
